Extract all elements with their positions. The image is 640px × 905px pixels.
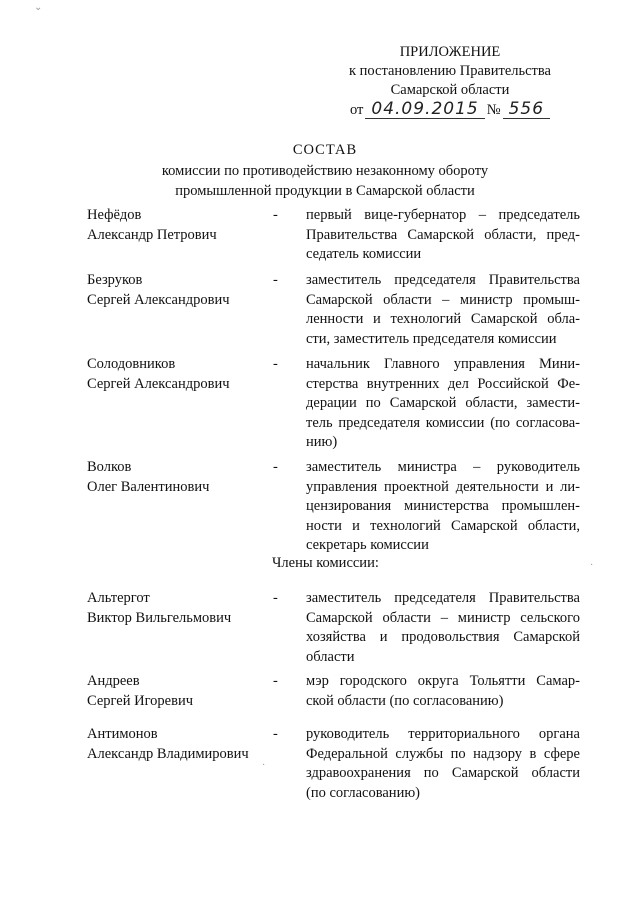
- person-surname: Андреев: [87, 673, 140, 689]
- person-position: начальник Главного управления Мини- стерства внутренних дел Российской Фе- дерации по Самарской области, замести- тель председателя комиссии (по согласова- нию): [306, 356, 580, 450]
- scan-mark: ⌄: [34, 2, 43, 13]
- person-given-names: Александр Петрович: [87, 226, 217, 243]
- person-name: [87, 725, 267, 764]
- person-given-names: Виктор Вильгельмович: [87, 609, 232, 626]
- entry-dash: -: [273, 459, 278, 475]
- entry-dash: -: [273, 207, 278, 223]
- entry-dash: -: [273, 272, 278, 288]
- person-name: [87, 672, 267, 711]
- scan-mark: ·: [590, 560, 594, 571]
- person-name: [87, 589, 267, 628]
- handwritten-number: 556: [503, 100, 550, 119]
- person-name: [87, 271, 267, 310]
- person-surname: Волков: [87, 459, 132, 475]
- entry-dash: -: [273, 726, 278, 742]
- entry-dash: -: [273, 590, 278, 606]
- entry-dash: -: [273, 356, 278, 372]
- heading-line-2: промышленной продукции в Самарской области: [175, 183, 475, 199]
- person-surname: Нефёдов: [87, 207, 142, 223]
- person-surname: Солодовников: [87, 356, 176, 372]
- members-heading: Члены комиссии:: [272, 555, 379, 571]
- appendix-title: ПРИЛОЖЕНИЕ: [399, 44, 501, 60]
- person-name: [87, 458, 267, 497]
- person-position: первый вице-губернатор – председатель Правительства Самарской области, пред- седатель комиссии: [306, 207, 580, 262]
- person-given-names: Александр Владимирович: [87, 745, 249, 762]
- person-surname: Альтергот: [87, 590, 150, 606]
- number-sign: №: [486, 102, 501, 118]
- person-surname: Антимонов: [87, 726, 158, 742]
- person-name: [87, 206, 267, 245]
- person-given-names: Сергей Александрович: [87, 375, 230, 392]
- person-name: [87, 355, 267, 394]
- appendix-line-2: Самарской области: [390, 82, 510, 98]
- handwritten-date: 04.09.2015: [365, 100, 484, 119]
- person-position: заместитель председателя Правительства Самарской области – министр сельского хозяйства и продовольствия Самарской области: [306, 590, 580, 665]
- appendix-header: [330, 43, 570, 120]
- person-given-names: Сергей Александрович: [87, 291, 230, 308]
- heading-line-1: комиссии по противодействию незаконному обороту: [161, 163, 489, 179]
- document-heading: [70, 140, 580, 201]
- appendix-date-line: [330, 100, 570, 120]
- scan-mark: ·: [262, 760, 266, 771]
- person-position: мэр городского округа Тольятти Самар- ской области (по согласованию): [306, 673, 580, 709]
- appendix-line-1: к постановлению Правительства: [349, 63, 551, 79]
- person-position: заместитель министра – руководитель управления проектной деятельности и ли- цензирования министерства промышлен- ности и технологий Самарской области, секретарь комиссии: [306, 459, 580, 553]
- heading-title: СОСТАВ: [292, 142, 358, 158]
- person-position: руководитель территориального органа Федеральной службы по надзору в сфере здравоохранения по Самарской области (по согласованию): [306, 726, 580, 801]
- entry-dash: -: [273, 673, 278, 689]
- person-position: заместитель председателя Правительства Самарской области – министр промыш- ленности и технологий Самарской обла- сти, заместитель председателя комиссии: [306, 272, 580, 347]
- person-given-names: Сергей Игоревич: [87, 692, 194, 709]
- person-surname: Безруков: [87, 272, 143, 288]
- person-given-names: Олег Валентинович: [87, 478, 210, 495]
- date-prefix: от: [349, 102, 364, 118]
